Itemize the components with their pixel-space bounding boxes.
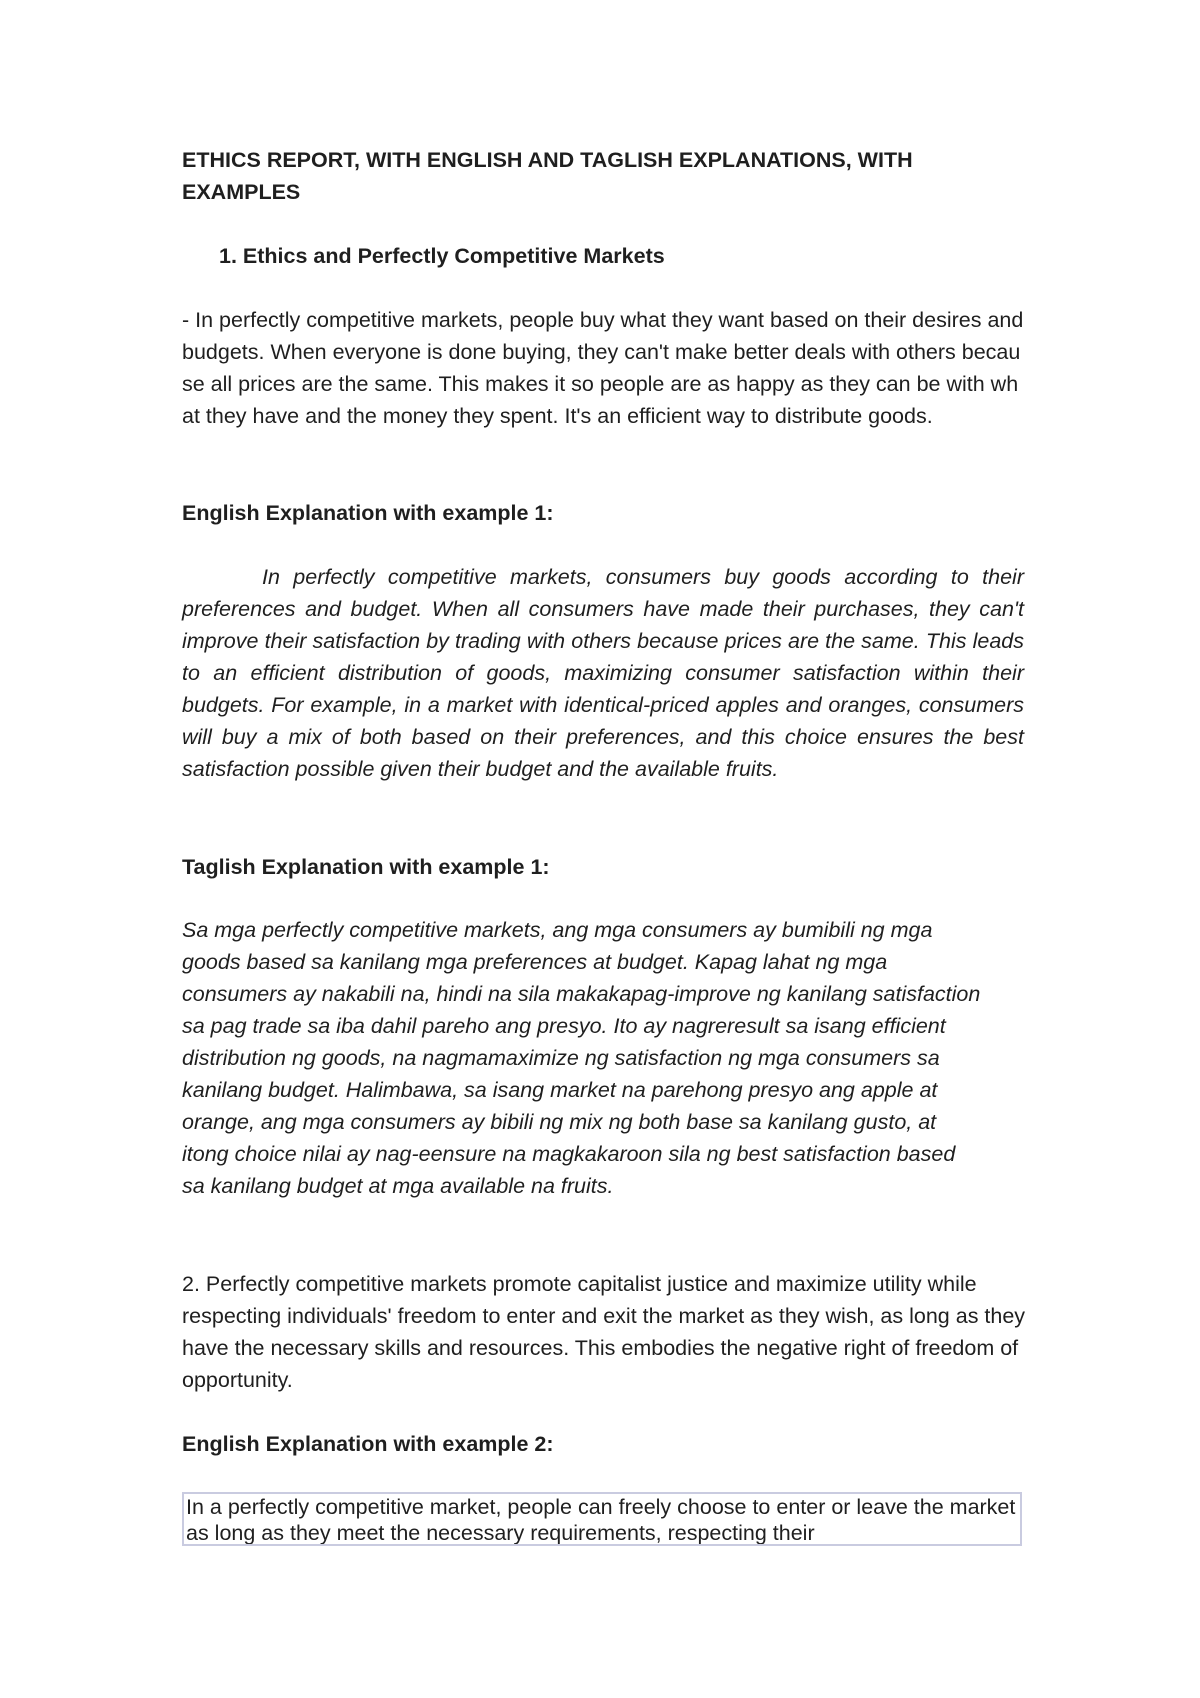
document-title: ETHICS REPORT, WITH ENGLISH AND TAGLISH EXPLANATIONS, WITH EXAMPLES <box>182 148 913 204</box>
english-explanation-text-2: In a perfectly competitive market, people can freely choose to enter or leave the market as long as they meet the necessary requirements, respecting their <box>186 1495 1016 1545</box>
taglish-explanation-text-1: Sa mga perfectly competitive markets, ang mga consumers ay bumibili ng mga goods based sa kanilang mga preferences at budget. Kapag lahat ng mga consumers ay nakabili na, hindi na sila makakapag-improve ng kanilang satisfaction sa pag trade sa iba dahil pareho ang presyo. Ito ay nagreresult sa isang efficient distribution ng goods, na nagmamaximize ng satisfaction ng mga consumers sa kanilang budget. Halimbawa, sa isang market na parehong presyo ang apple at orange, ang mga consumers ay bibili ng mix ng both base sa kanilang gusto, at itong choice nilai ay nag-eensure na magkakaroon sila ng best satisfaction based sa kanilang budget at mga available na fruits. <box>182 918 981 1198</box>
taglish-explanation-heading-1: Taglish Explanation with example 1: <box>182 855 550 879</box>
english-explanation-text-1: In perfectly competitive markets, consumers buy goods according to their preferences and budget. When all consumers have made their purchases, they can't improve their satisfaction by trading with others because prices are the same. This leads to an efficient distribution of goods, maximizing consumer satisfaction within their budgets. For example, in a market with identical-priced apples and oranges, consumers will buy a mix of both based on their preferences, and this choice ensures the best satisfaction possible given their budget and the available fruits. <box>182 565 1024 781</box>
english-explanation-heading-1: English Explanation with example 1: <box>182 501 554 525</box>
english-explanation-heading-2: English Explanation with example 2: <box>182 1432 554 1456</box>
section-1-paragraph: - In perfectly competitive markets, people buy what they want based on their desires and budgets. When everyone is done buying, they can't make better deals with others because all prices are the same. This makes it so people are as happy as they can be with what they have and the money they spent. It's an efficient way to distribute goods. <box>182 308 1024 428</box>
section-heading-1: 1. Ethics and Perfectly Competitive Markets <box>219 244 665 268</box>
section-2-paragraph: 2. Perfectly competitive markets promote capitalist justice and maximize utility while respecting individuals' freedom to enter and exit the market as they wish, as long as they have the necessary skills and resources. This embodies the negative right of freedom of opportunity. <box>182 1272 1026 1392</box>
english-explanation-text-2-box <box>182 1492 1022 1546</box>
